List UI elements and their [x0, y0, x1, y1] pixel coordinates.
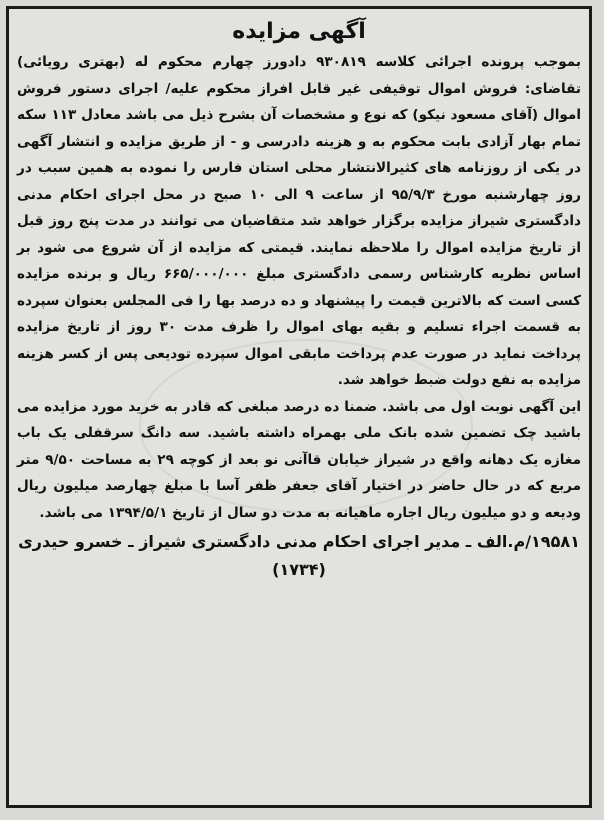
signature-block [17, 528, 581, 584]
signature-code: (۱۷۳۴) [272, 560, 326, 579]
notice-paragraph-2: این آگهی نوبت اول می باشد. ضمنا ده درصد مبلغی که قادر به خرید مورد مزایده می باشید چک تضمین شده بانک ملی بهمراه داشته باشید. سه دانگ سرقفلی یک باب مغازه یک دهانه واقع در شیراز خیابان قاآنی نو بعد از کوچه ۲۹ به مساحت ۹/۵۰ متر مربع که در حال حاضر در اختیار آقای جعفر ظفر آسا با مبلغ چهارصد میلیون ریال ودیعه و دو میلیون ریال اجاره ماهیانه به مدت دو سال از تاریخ ۱۳۹۴/۵/۱ می باشد. [17, 398, 581, 521]
notice-paragraph-1: بموجب پرونده اجرائی کلاسه ۹۳۰۸۱۹ دادورز چهارم محکوم له (بهتری رویائی) تقاضای: فروش اموال توقیفی غیر قابل افراز محکوم علیه/ اجرای دستور فروش اموال (آقای مسعود نیکو) که نوع و مشخصات آن بشرح ذیل می باشد معادل ۱۱۳ سکه تمام بهار آزادی بابت محکوم به و هزینه دادرسی و - از طریق مزایده و انتشار آگهی در یکی از روزنامه های کثیرالانتشار محلی استان فارس را نموده به همین سبب در روز چهارشنبه مورخ ۹۵/۹/۳ از ساعت ۹ الی ۱۰ صبح در محل اجرای احکام مدنی دادگستری شیراز مزایده برگزار خواهد شد متقاضیان می توانند در مدت پنج روز قبل از تاریخ مزایده اموال را ملاحظه نمایند. قیمتی که مزایده از آن شروع می شود بر اساس نظریه کارشناس رسمی دادگستری مبلغ ۶۶۵/۰۰۰/۰۰۰ ریال و برنده مزایده کسی است که بالاترین قیمت را پیشنهاد و ده درصد بها را فی المجلس بعنوان سپرده به قسمت اجراء تسلیم و بقیه بهای اموال را ظرف مدت ۳۰ روز از تاریخ مزایده پرداخت نماید در صورت عدم پرداخت مابقی اموال سپرده تودیعی پس از کسر هزینه مزایده به نفع دولت ضبط خواهد شد. [17, 54, 582, 388]
notice-frame [6, 6, 592, 808]
notice-content [17, 17, 581, 799]
signature-line: ۱۹۵۸۱/م.الف ـ مدیر اجرای احکام مدنی دادگستری شیراز ـ خسرو حیدری [18, 532, 580, 551]
notice-title: آگهی مزایده [232, 19, 366, 44]
